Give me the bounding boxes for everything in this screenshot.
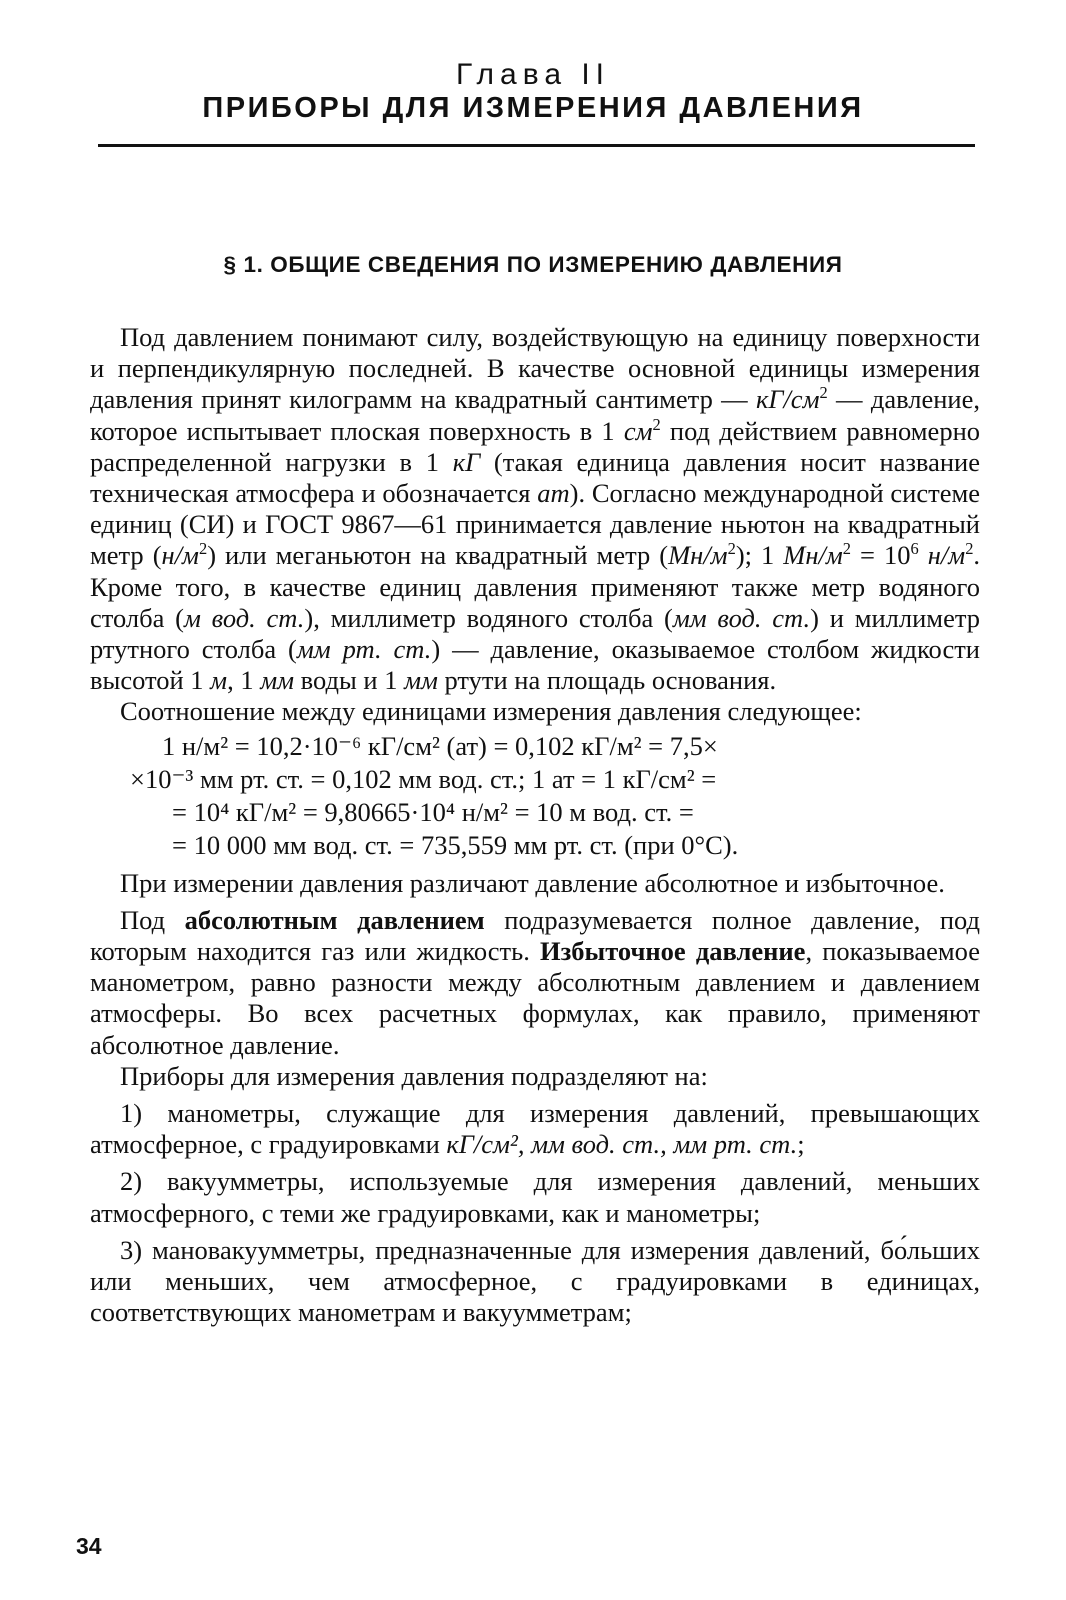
unit: н/м — [161, 540, 199, 571]
list-item-2: 2) вакуумметры, используемые для измерения давлений, меньших атмосферного, с теми же градуировками, как и манометры; — [90, 1166, 980, 1228]
term: абсолютным давлением — [184, 904, 485, 935]
paragraph-3: При измерении давления различают давление абсолютное и избыточное. — [120, 867, 945, 898]
text: ртути на площадь основания. — [437, 665, 777, 696]
list-item-1 — [90, 1098, 980, 1160]
unit: Мн/м — [783, 540, 843, 571]
formula-line: = 10 000 мм вод. ст. = 735,559 мм рт. ст. (при 0°С). — [172, 829, 739, 860]
unit: кГ/см — [755, 384, 820, 415]
superscript: 2 — [198, 539, 208, 559]
text: ) и миллиметр ртутного столба ( — [90, 602, 980, 665]
text: ) или меганьютон на квадратный метр ( — [207, 540, 669, 571]
unit: н/м — [927, 540, 966, 571]
text: ). Согласно международной системе единиц (СИ) и ГОСТ 9867—61 принимается давление ньютон на квадратный метр ( — [90, 478, 980, 571]
section-heading: § 1. ОБЩИЕ СВЕДЕНИЯ ПО ИЗМЕРЕНИЮ ДАВЛЕНИЯ — [223, 252, 843, 277]
chapter-label: Глава II — [455, 58, 611, 91]
text: ; — [797, 1129, 805, 1160]
text: ), миллиметр водяного столба ( — [304, 602, 673, 633]
text: воды и 1 — [294, 665, 405, 696]
text: Под — [120, 904, 185, 935]
text: , 1 — [227, 665, 261, 696]
superscript: 2 — [819, 383, 828, 403]
unit: см — [623, 415, 653, 446]
text: под действием равномерно распределенной нагрузки в 1 — [90, 415, 980, 477]
text: Под давлением понимают силу, воздействующую на единицу поверхности и перпендикулярную последней. В качестве основной единицы измерения давления принят килограмм на квадратный сантиметр — — [90, 322, 980, 415]
text: . Кроме того, в качестве единиц давления применяют также метр водяного столба ( — [90, 540, 981, 633]
paragraph-5: Приборы для измерения давления подразделяют на: — [120, 1060, 708, 1091]
paragraph-4 — [90, 905, 980, 1061]
text: = 10 — [851, 540, 911, 571]
unit: мм — [404, 665, 438, 696]
paragraph-2: Соотношение между единицами измерения давления следующее: — [120, 696, 862, 727]
page-number: 34 — [76, 1533, 102, 1559]
unit: ат — [537, 478, 570, 509]
superscript: 2 — [842, 539, 852, 559]
unit: Мн/м — [668, 540, 728, 571]
term: Избыточное давление — [540, 936, 806, 967]
superscript: 2 — [965, 539, 974, 559]
formula-line: 1 н/м² = 10,2·10⁻⁶ кГ/см² (ат) = 0,102 кГ/м² = 7,5× — [162, 730, 718, 761]
body-text — [90, 322, 980, 1328]
list-item-3: 3) мановакуумметры, предназначенные для измерения давлений, бо́льших или меньших, чем атмосферное, с градуировками в единицах, соответствующих манометрам и вакуумметрам; — [90, 1234, 980, 1328]
text: 1) манометры, служащие для измерения давлений, превышающих атмосферное, с градуировками — [90, 1098, 980, 1160]
text: , показываемое манометром, равно разности между абсолютным давлением и давлением атмосферы. Во всех расчетных формулах, как правило, применяют абсолютное давление. — [90, 936, 980, 1060]
superscript: 6 — [910, 539, 919, 559]
unit: кГ/см², мм вод. ст., мм рт. ст. — [446, 1129, 798, 1160]
unit: м — [210, 665, 228, 696]
formula-block — [90, 730, 980, 862]
unit: кГ — [452, 446, 481, 477]
unit: м вод. ст. — [183, 602, 305, 633]
text: ); 1 — [735, 540, 784, 571]
unit: мм рт. ст. — [296, 634, 432, 665]
chapter-title: ПРИБОРЫ ДЛЯ ИЗМЕРЕНИЯ ДАВЛЕНИЯ — [202, 92, 864, 124]
paragraph-1 — [90, 322, 980, 696]
formula-line: = 10⁴ кГ/м² = 9,80665·10⁴ н/м² = 10 м вод. ст. = — [172, 796, 694, 827]
unit: мм вод. ст. — [672, 602, 811, 633]
title-rule — [98, 144, 975, 147]
text: (такая единица давления носит название техническая атмосфера и обозначается — [90, 446, 980, 509]
superscript: 2 — [652, 414, 661, 434]
superscript: 2 — [727, 539, 736, 559]
unit: мм — [260, 665, 295, 696]
text: ) — давление, оказываемое столбом жидкости высотой 1 — [90, 634, 980, 696]
text: — давление, которое испытывает плоская поверхность в 1 — [90, 384, 980, 446]
text: подразумевается полное давление, под которым находится газ или жидкость. — [90, 904, 981, 967]
formula-line: ×10⁻³ мм рт. ст. = 0,102 мм вод. ст.; 1 ат = 1 кГ/см² = — [130, 763, 717, 794]
